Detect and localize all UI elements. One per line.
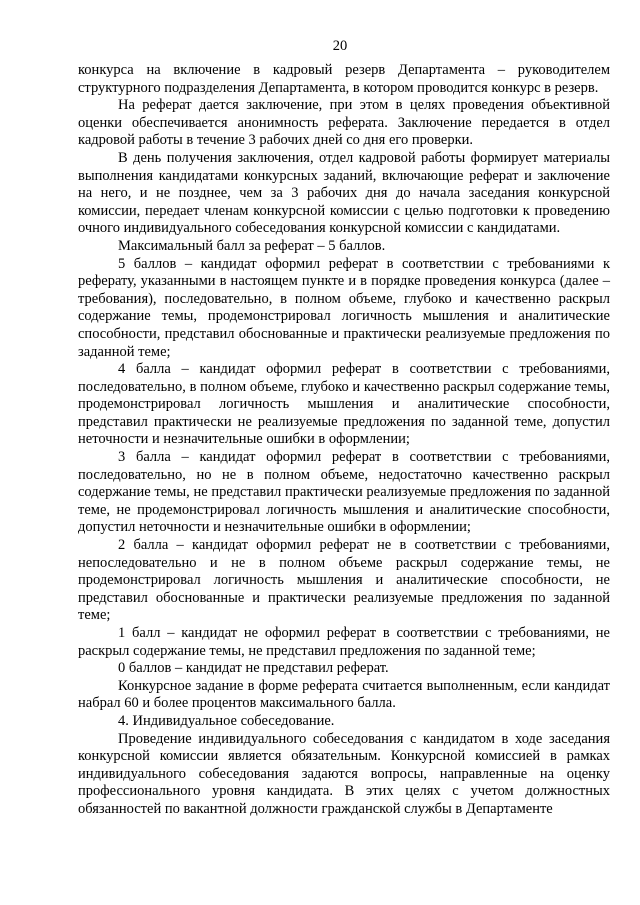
- paragraph-materials: В день получения заключения, отдел кадровой работы формирует материалы выполнения кандидатами конкурсных заданий, включающие реферат и заключение на него, и не позднее, чем за 3 рабочих дня до начала заседания конкурсной комиссии, передает членам конкурсной комиссии с целью подготовки к проведению очного индивидуального собеседования конкурсной комиссии с кандидатами.: [78, 149, 610, 237]
- paragraph-completion: Конкурсное задание в форме реферата считается выполненным, если кандидат набрал 60 и более процентов максимального балла.: [78, 677, 610, 712]
- paragraph-conclusion: На реферат дается заключение, при этом в целях проведения объективной оценки обеспечивается анонимность реферата. Заключение передается в отдел кадровой работы в течение 3 рабочих дней со дня его проверки.: [78, 97, 610, 149]
- paragraph-score-3: 3 балла – кандидат оформил реферат в соответствии с требованиями, последовательно, но не в полном объеме, недостаточно качественно раскрыл содержание темы, не представил практически реализуемые предложения по заданной теме, не продемонстрировал логичность мышления и аналитические способности, допустил неточности и незначительные ошибки в оформлении;: [78, 449, 610, 536]
- paragraph-score-2: 2 балла – кандидат оформил реферат не в соответствии с требованиями, непоследовательно и не в полном объеме раскрыл содержание темы, не продемонстрировал логичность мышления и аналитические способности, не представил обоснованные и практически реализуемые предложения по заданной теме;: [78, 537, 610, 624]
- page-number: 20: [332, 38, 348, 54]
- paragraph-interview: Проведение индивидуального собеседования с кандидатом в ходе заседания конкурсной комиссии является обязательным. Конкурсной комиссией в рамках индивидуального собеседования задаются вопросы, направленные на оценку профессионального уровня кандидата. В этих целях с учетом должностных обязанностей по вакантной должности гражданской службы в Департаменте: [78, 730, 610, 817]
- paragraph-max-score: Максимальный балл за реферат – 5 баллов.: [118, 237, 386, 254]
- paragraph-score-0: 0 баллов – кандидат не представил реферат.: [118, 660, 389, 677]
- paragraph-continuation: конкурса на включение в кадровый резерв Департамента – руководителем структурного подразделения Департамента, в котором проводится конкурс в резерв.: [78, 62, 610, 96]
- paragraph-score-4: 4 балла – кандидат оформил реферат в соответствии с требованиями, последовательно, в полном объеме, глубоко и качественно раскрыл содержание темы, продемонстрировал логичность мышления и аналитические способности, представил практически не реализуемые предложения по заданной теме, допустил неточности и незначительные ошибки в оформлении;: [78, 361, 610, 448]
- paragraph-score-1: 1 балл – кандидат не оформил реферат в соответствии с требованиями, не раскрыл содержание темы, не представил предложения по заданной теме;: [78, 625, 610, 659]
- document-body: [78, 62, 610, 819]
- paragraph-score-5: 5 баллов – кандидат оформил реферат в соответствии с требованиями к реферату, указанными в настоящем пункте и в порядке проведения конкурса (далее – требования), последовательно, в полном объеме, глубоко и качественно раскрыл содержание темы, продемонстрировал логичность мышления и аналитические способности, представил обоснованные и практически реализуемые предложения по заданной теме;: [78, 255, 610, 360]
- section-heading-interview: 4. Индивидуальное собеседование.: [118, 712, 335, 729]
